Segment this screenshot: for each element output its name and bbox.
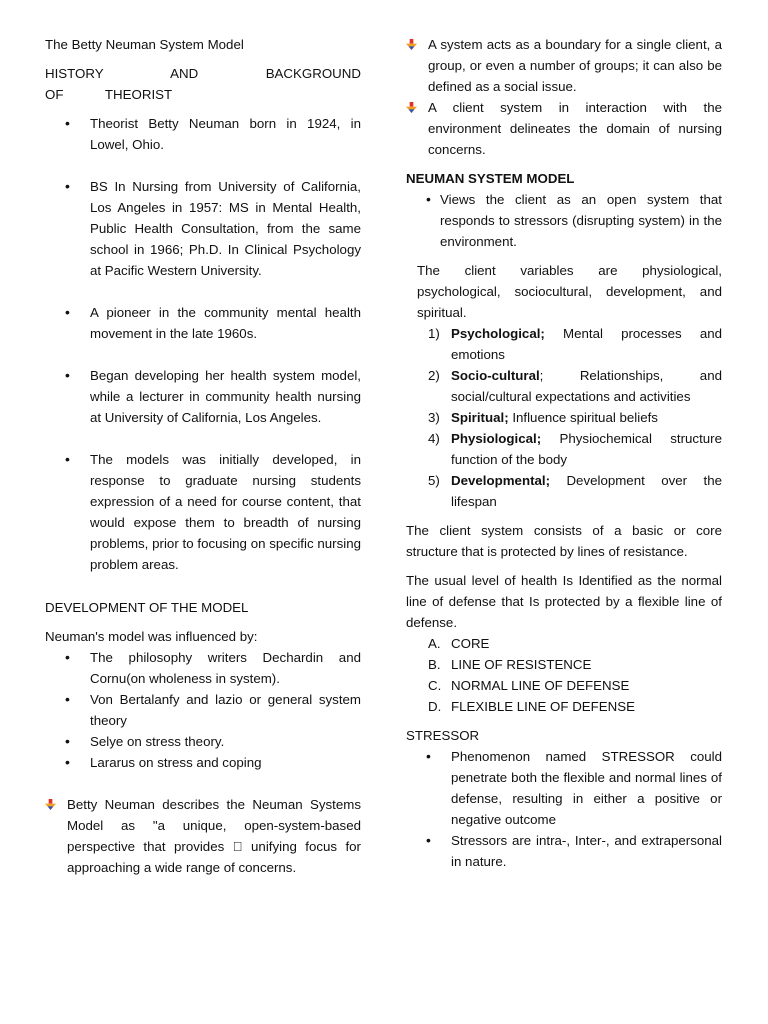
list-item — [406, 633, 722, 654]
variable-term: Developmental; — [451, 473, 551, 488]
item-letter: A. — [428, 636, 441, 651]
list-item: • Stressors are intra-, Inter-, and extrapersonal in nature. — [406, 830, 722, 872]
line-label: NORMAL LINE OF DEFENSE — [451, 678, 630, 693]
stressor-list — [406, 746, 722, 872]
influenced-by-text: Neuman's model was influenced by: — [45, 629, 258, 644]
list-item: • Selye on stress theory. — [45, 731, 361, 752]
item-number: 4) — [428, 431, 440, 446]
item-number: 2) — [428, 368, 440, 383]
history-list — [45, 113, 361, 575]
list-item: • BS In Nursing from University of California, Los Angeles in 1957: MS in Mental Health, Public Health Consultation, from the same school in 1966; Ph.D. In Clinical Psychology at Pacific Western University. — [45, 176, 361, 281]
list-item: • A pioneer in the community mental health movement in the late 1960s. — [45, 302, 361, 344]
arrow-list-item — [45, 794, 361, 878]
item-number: 3) — [428, 410, 440, 425]
list-item: • The philosophy writers Dechardin and Cornu(on wholeness in system). — [45, 647, 361, 689]
core-text: The client system consists of a basic or core structure that is protected by lines of resistance. — [406, 523, 722, 559]
left-column — [45, 34, 361, 878]
list-item: • Lararus on stress and coping — [45, 752, 361, 773]
variable-desc: Mental processes and emotions — [451, 326, 722, 362]
variable-term: Spiritual; — [451, 410, 509, 425]
item-letter: B. — [428, 657, 441, 672]
item-letter: C. — [428, 678, 442, 693]
history-heading: HISTORY AND BACKGROUND OF THEORIST — [45, 66, 361, 102]
line-label: FLEXIBLE LINE OF DEFENSE — [451, 699, 635, 714]
variable-desc: Development over the lifespan — [451, 473, 722, 509]
arrow-list-item — [406, 34, 722, 97]
arrow-list-item — [406, 97, 722, 160]
arrow-bullet-icon — [45, 799, 56, 810]
development-heading: DEVELOPMENT OF THE MODEL — [45, 600, 249, 615]
variable-desc: Influence spiritual beliefs — [508, 410, 658, 425]
item-letter: D. — [428, 699, 442, 714]
list-item: • Views the client as an open system that responds to stressors (disrupting system) in the environment. — [406, 189, 722, 252]
arrow-item-text: A client system in interaction with the environment delineates the domain of nursing concerns. — [428, 100, 722, 157]
line-label: LINE OF RESISTENCE — [451, 657, 592, 672]
model-list — [406, 189, 722, 252]
variable-term: Socio-cultural — [451, 368, 540, 383]
list-item: • Phenomenon named STRESSOR could penetrate both the flexible and normal lines of defense, resulting in either a positive or negative outcome — [406, 746, 722, 830]
list-item: • Theorist Betty Neuman born in 1924, in Lowel, Ohio. — [45, 113, 361, 155]
stressor-heading: STRESSOR — [406, 728, 480, 743]
arrow-item-text: A system acts as a boundary for a single client, a group, or even a number of groups; it can also be defined as a social issue. — [428, 37, 722, 94]
variable-term: Physiological; — [451, 431, 542, 446]
health-text: The usual level of health Is Identified as the normal line of defense that Is protected by a flexible line of defense. — [406, 573, 722, 630]
list-item — [406, 323, 722, 365]
list-item — [406, 428, 722, 470]
lines-list — [406, 633, 722, 717]
influence-list — [45, 647, 361, 773]
document-title: The Betty Neuman System Model — [45, 37, 244, 52]
variables-intro: The client variables are physiological, psychological, sociocultural, development, and spiritual. — [417, 263, 722, 320]
item-number: 5) — [428, 473, 440, 488]
list-item: • Began developing her health system model, while a lecturer in community health nursing at University of California, Los Angeles. — [45, 365, 361, 428]
right-column — [406, 34, 722, 872]
list-item — [406, 470, 722, 512]
arrow-item-text: Betty Neuman describes the Neuman Systems Model as "a unique, open-system-based perspective that provides unifying focus for approaching a wide range of concerns. — [67, 797, 361, 875]
list-item — [406, 675, 722, 696]
list-item — [406, 654, 722, 675]
model-heading: NEUMAN SYSTEM MODEL — [406, 171, 575, 186]
list-item: • The models was initially developed, in response to graduate nursing students expression of a need for course content, that would expose them to breadth of nursing problems, prior to focusing on specific nursing problem areas. — [45, 449, 361, 575]
variables-list — [406, 323, 722, 512]
arrow-bullet-icon — [406, 102, 417, 113]
arrow-bullet-icon — [406, 39, 417, 50]
variable-desc: ; Relationships, and social/cultural expectations and activities — [451, 368, 722, 404]
list-item: • Von Bertalanfy and lazio or general system theory — [45, 689, 361, 731]
variable-desc: Physiochemical structure function of the body — [451, 431, 722, 467]
list-item — [406, 365, 722, 407]
item-number: 1) — [428, 326, 440, 341]
list-item — [406, 696, 722, 717]
list-item — [406, 407, 722, 428]
variable-term: Psychological; — [451, 326, 545, 341]
line-label: CORE — [451, 636, 490, 651]
